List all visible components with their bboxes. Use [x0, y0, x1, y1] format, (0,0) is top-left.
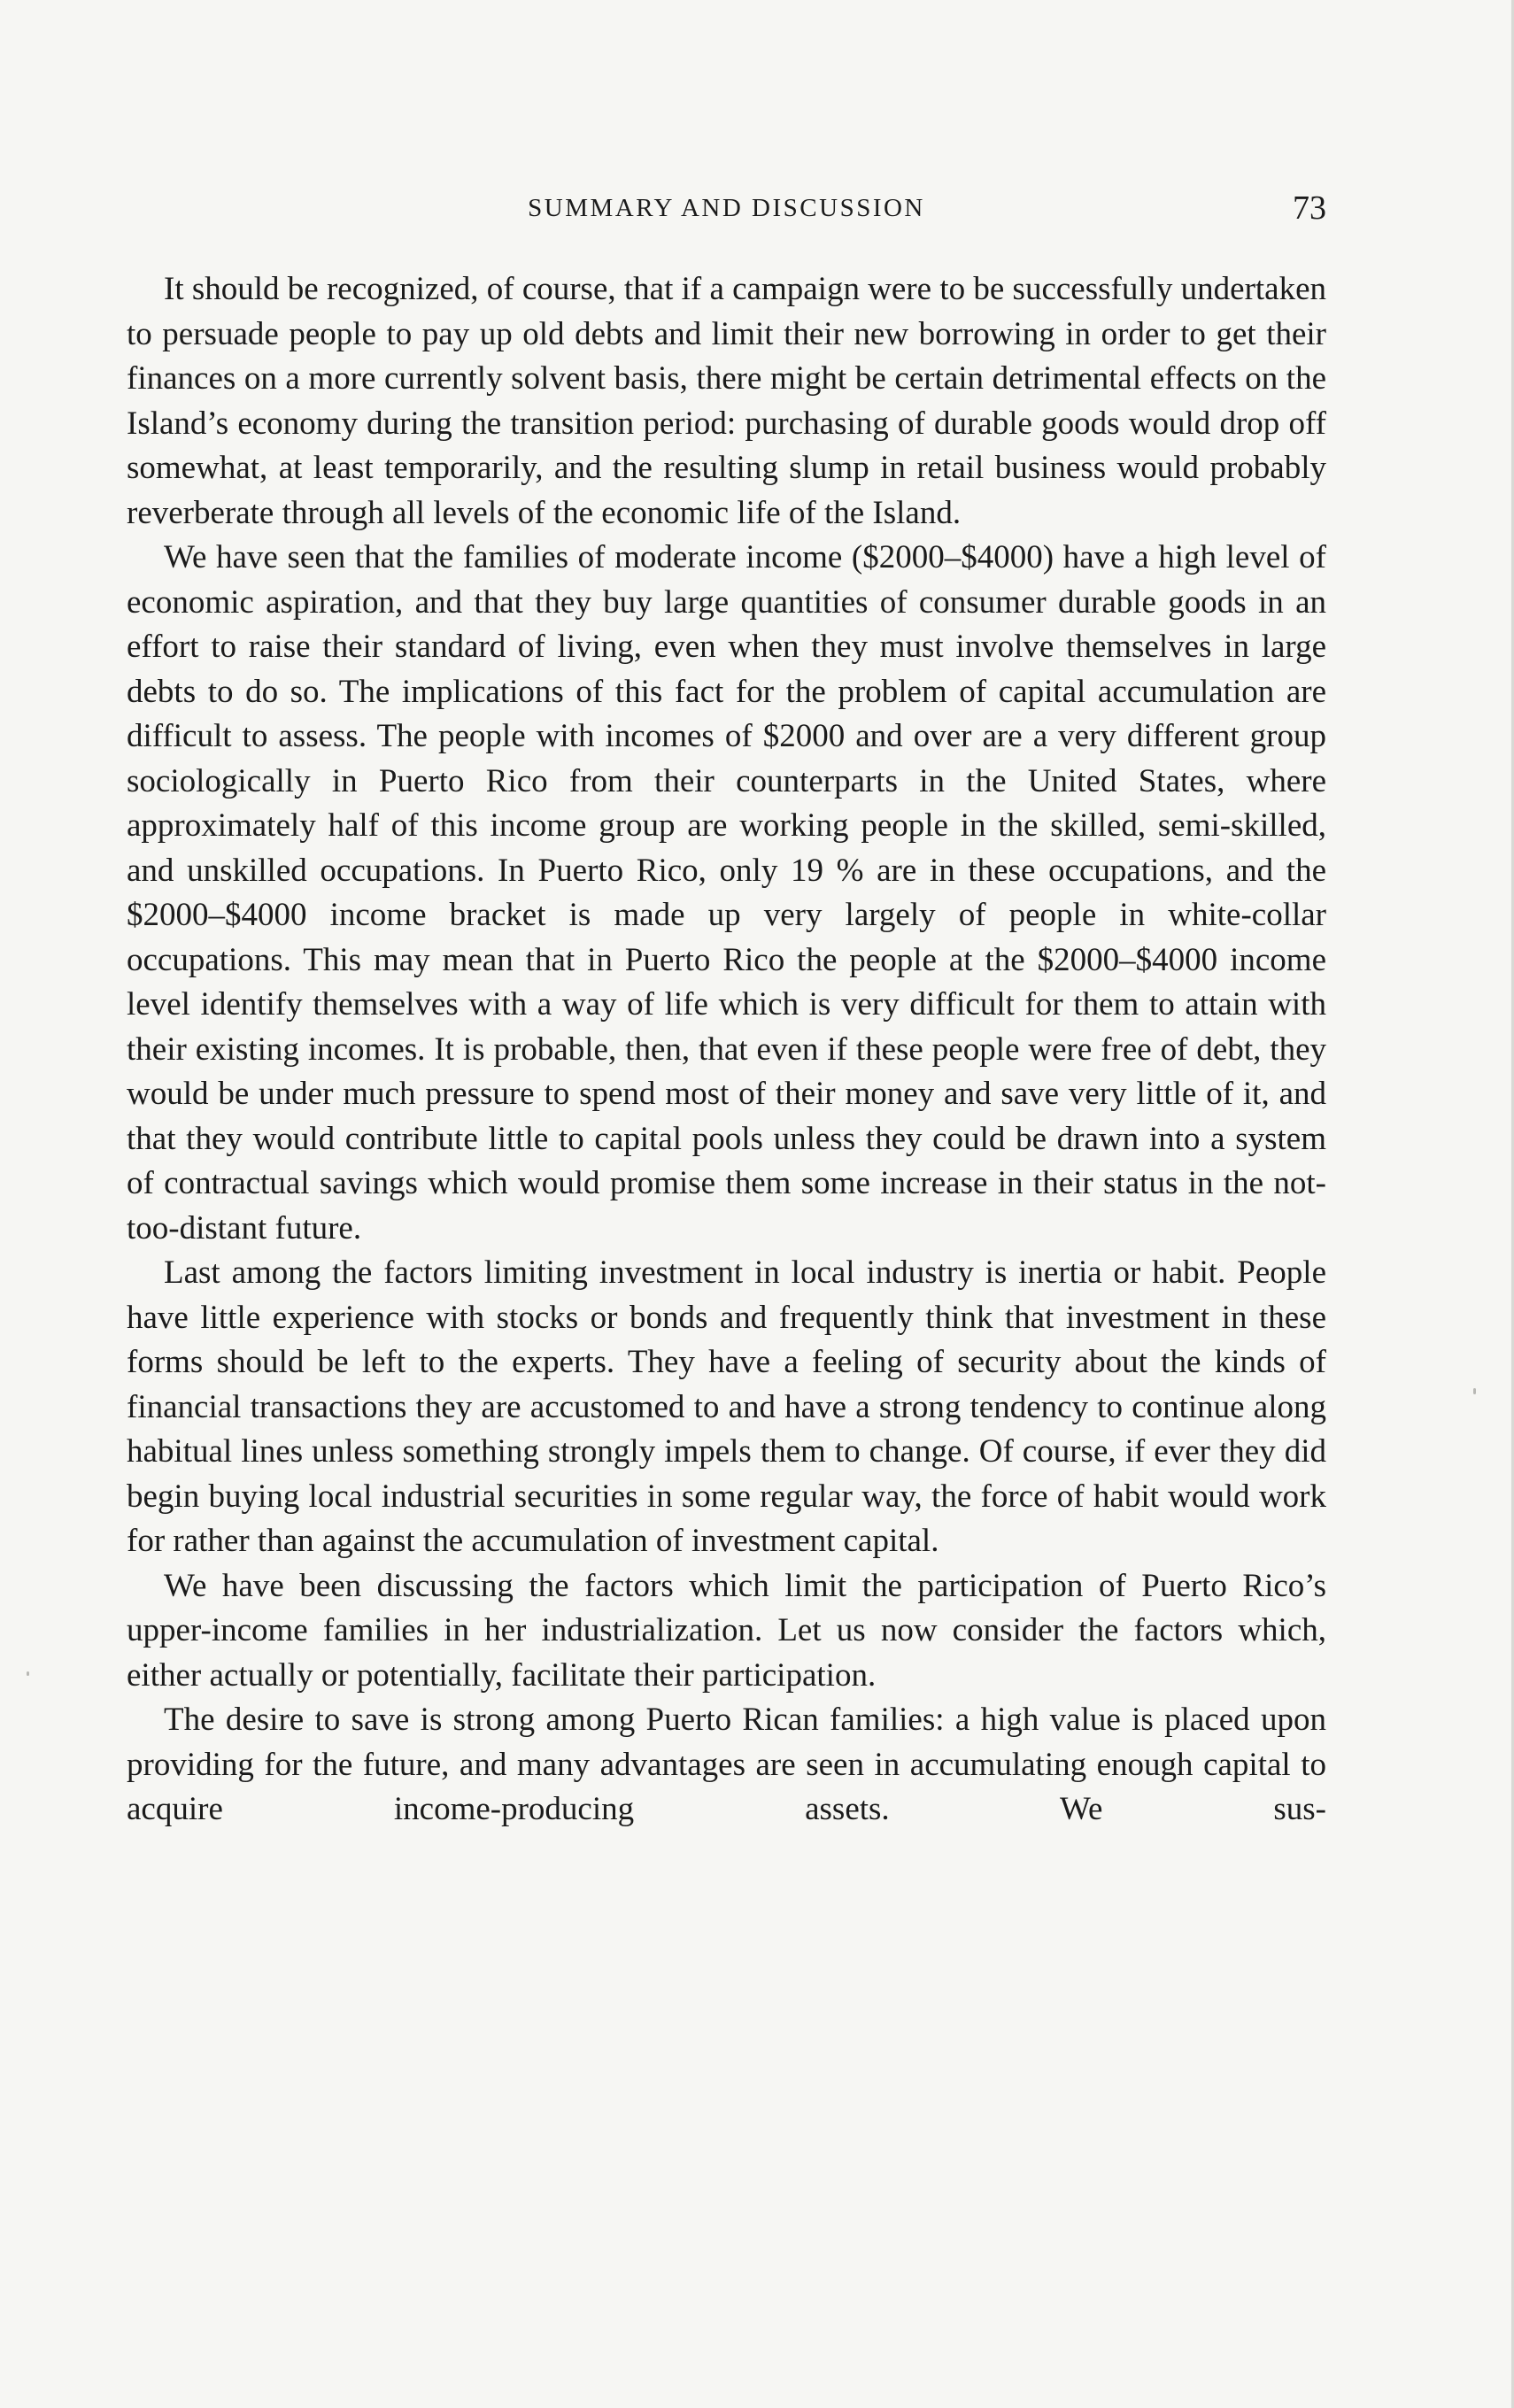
paragraph-limiting-factors-summary: We have been discussing the factors which limit the participation of Puerto Rico’s upper-income families in her industrialization. Let us now consider the factors which, either actually or potentially, facilitate their participation.	[127, 1567, 1326, 1694]
body-text	[127, 267, 1326, 1833]
paragraph-transition-effects: It should be recognized, of course, that if a campaign were to be successfully undertaken to persuade people to pay up old debts and limit their new borrowing in order to get their finances on a more currently solvent basis, there might be certain detrimental effects on the Island’s economy during the transition period: purchasing of durable goods would drop off somewhat, at least temporarily, and the resulting slump in retail business would probably reverberate through all levels of the economic life of the Island.	[127, 271, 1327, 531]
paper-speck	[27, 1671, 29, 1676]
running-title: SUMMARY AND DISCUSSION	[528, 194, 925, 222]
page-number: 73	[1293, 189, 1326, 227]
paragraph-desire-to-save: The desire to save is strong among Puerto Rican families: a high value is placed upon providing for the future, and many advantages are seen in accumulating enough capital to acquire income-producing assets. We sus-	[127, 1702, 1326, 1827]
paper-speck	[1473, 1388, 1476, 1394]
paragraph-moderate-income: We have seen that the families of moderate income ($2000–$4000) have a high level of economic aspiration, and that they buy large quantities of consumer durable goods in an effort to raise their standard of living, even when they must involve themselves in large debts to do so. The implications of this fact for the problem of capital accumulation are difficult to assess. The people with incomes of $2000 and over are a very different group sociologically in Puerto Rico from their counterparts in the United States, where approximately half of this income group are working people in the skilled, semi-skilled, and unskilled occupations. In Puerto Rico, only 19 % are in these occupations, and the $2000–$4000 income bracket is made up very largely of people in white-collar occupations. This may mean that in Puerto Rico the people at the $2000–$4000 income level identify themselves with a way of life which is very difficult for them to attain with their existing incomes. It is probable, then, that even if these people were free of debt, they would be under much pressure to spend most of their money and save very little of it, and that they would contribute little to capital pools unless they could be drawn into a system of contractual savings which would promise them some increase in their status in the not-too-distant future.	[127, 539, 1326, 1246]
running-head	[127, 189, 1326, 227]
paragraph-inertia-habit: Last among the factors limiting investment in local industry is inertia or habit. People have little experience with stocks or bonds and frequently think that investment in these forms should be left to the experts. They have a feeling of security about the kinds of financial transactions they are accustomed to and have a strong tendency to continue along habitual lines unless something strongly impels them to change. Of course, if ever they did begin buying local industrial securities in some regular way, the force of habit would work for rather than against the accumulation of investment capital.	[127, 1254, 1326, 1559]
